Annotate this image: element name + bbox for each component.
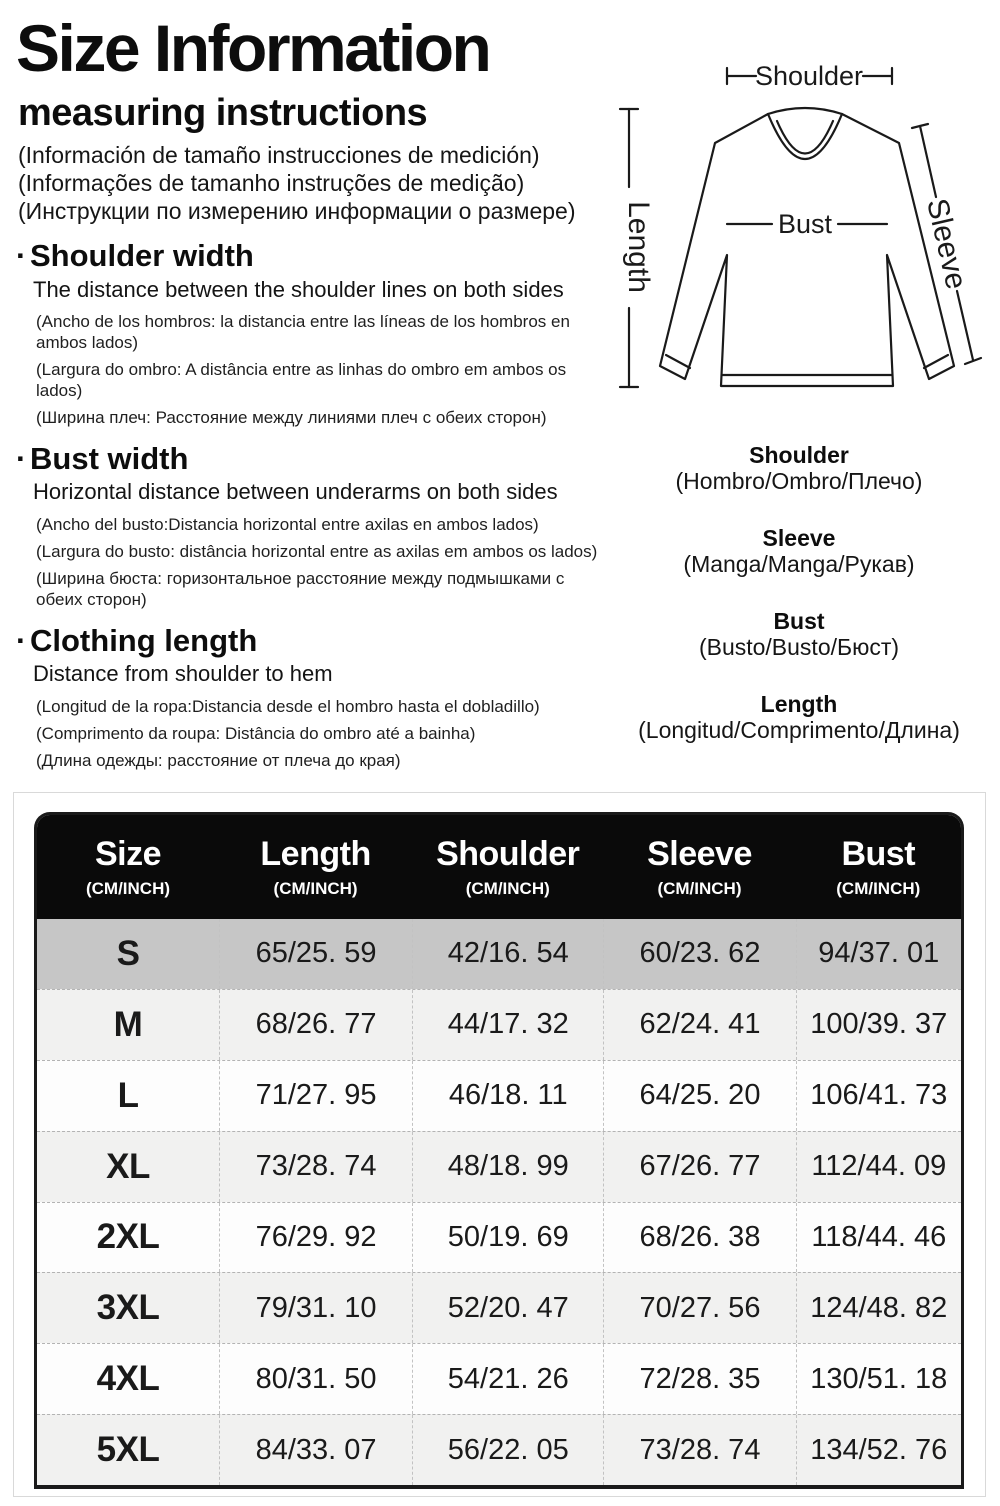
bust-cell: 134/52. 76 bbox=[796, 1415, 961, 1485]
shirt-outline bbox=[660, 114, 954, 386]
length-cell: 84/33. 07 bbox=[219, 1415, 412, 1485]
shoulder-cell: 54/21. 26 bbox=[412, 1344, 603, 1414]
sleeve-cell: 64/25. 20 bbox=[603, 1061, 795, 1131]
legend-term: Shoulder bbox=[749, 442, 849, 468]
subtitle-translation-ru: (Инструкции по измерению информации о размере) bbox=[18, 198, 576, 225]
bust-cell: 112/44. 09 bbox=[796, 1132, 961, 1202]
section-description: Horizontal distance between underarms on both sides bbox=[33, 479, 558, 505]
section-bust-width bbox=[16, 442, 606, 610]
section-note-es: (Ancho del busto:Distancia horizontal entre axilas en ambos lados) bbox=[36, 514, 539, 534]
table-row-m bbox=[37, 989, 961, 1060]
section-description: The distance between the shoulder lines on both sides bbox=[33, 276, 564, 302]
section-note-es: (Longitud de la ropa:Distancia desde el hombro hasta el dobladillo) bbox=[36, 696, 540, 716]
bust-measure-label: Bust bbox=[777, 209, 833, 239]
sleeve-cell: 60/23. 62 bbox=[603, 919, 795, 989]
shirt-back-neck bbox=[768, 108, 842, 114]
section-title bbox=[16, 624, 606, 657]
bullet: · bbox=[16, 440, 27, 476]
size-cell: 3XL bbox=[96, 1288, 160, 1328]
sleeve-cell: 67/26. 77 bbox=[603, 1132, 795, 1202]
legend-item-length bbox=[606, 691, 992, 743]
legend-item-bust bbox=[606, 608, 992, 660]
legend-translation: (Busto/Busto/Бюст) bbox=[698, 634, 900, 660]
sleeve-cell: 73/28. 74 bbox=[603, 1415, 795, 1485]
intro-block bbox=[16, 11, 606, 777]
section-notes bbox=[36, 696, 606, 771]
section-shoulder-width bbox=[16, 239, 606, 428]
bust-cell: 106/41. 73 bbox=[796, 1061, 961, 1131]
table-row-xl bbox=[37, 1131, 961, 1202]
sleeve-cell: 62/24. 41 bbox=[603, 990, 795, 1060]
section-title-text: Bust width bbox=[30, 440, 189, 476]
table-header bbox=[37, 815, 961, 919]
legend-item-shoulder bbox=[606, 442, 992, 494]
size-cell: S bbox=[116, 933, 140, 973]
shirt-diagram bbox=[606, 34, 992, 432]
column-label: Sleeve bbox=[647, 835, 752, 873]
sleeve-cell: 68/26. 38 bbox=[603, 1203, 795, 1273]
shoulder-cell: 46/18. 11 bbox=[412, 1061, 603, 1131]
diagram-legend bbox=[606, 432, 992, 774]
bust-cell: 130/51. 18 bbox=[796, 1344, 961, 1414]
length-cell: 76/29. 92 bbox=[219, 1203, 412, 1273]
size-cell: M bbox=[113, 1004, 143, 1044]
legend-translation: (Longitud/Comprimento/Длина) bbox=[638, 717, 960, 743]
shirt-neck-outer bbox=[768, 114, 842, 159]
section-clothing-length bbox=[16, 624, 606, 771]
length-cell: 80/31. 50 bbox=[219, 1344, 412, 1414]
shirt-neck-inner bbox=[777, 121, 833, 154]
column-label: Bust bbox=[841, 835, 916, 873]
section-description: Distance from shoulder to hem bbox=[33, 661, 333, 687]
table-row-l bbox=[37, 1060, 961, 1131]
table-body bbox=[37, 919, 961, 1485]
table-row-4xl bbox=[37, 1343, 961, 1414]
bust-cell: 124/48. 82 bbox=[796, 1273, 961, 1343]
shoulder-cell: 50/19. 69 bbox=[412, 1203, 603, 1273]
unit-label: (CM/INCH) bbox=[836, 879, 921, 898]
shoulder-cell: 56/22. 05 bbox=[412, 1415, 603, 1485]
column-header-length bbox=[219, 815, 412, 919]
section-note-pt: (Largura do ombro: A distância entre as linhas do ombro em ambos os lados) bbox=[36, 359, 567, 400]
unit-label: (CM/INCH) bbox=[465, 879, 550, 898]
legend-item-sleeve bbox=[606, 525, 992, 577]
length-cell: 68/26. 77 bbox=[219, 990, 412, 1060]
column-label: Length bbox=[260, 835, 371, 873]
sleeve-cell: 72/28. 35 bbox=[603, 1344, 795, 1414]
size-cell: 5XL bbox=[96, 1430, 160, 1470]
table-row-2xl bbox=[37, 1202, 961, 1273]
bust-cell: 118/44. 46 bbox=[796, 1203, 961, 1273]
unit-label: (CM/INCH) bbox=[273, 879, 358, 898]
section-title-text: Shoulder width bbox=[30, 238, 254, 274]
bullet: · bbox=[16, 622, 27, 658]
bullet: · bbox=[16, 238, 27, 274]
section-note-ru: (Длина одежды: расстояние от плеча до края) bbox=[36, 750, 401, 770]
column-header-bust bbox=[796, 815, 961, 919]
subtitle-translations bbox=[18, 141, 606, 225]
subtitle-translation-pt: (Informações de tamanho instruções de medição) bbox=[18, 170, 525, 197]
section-title bbox=[16, 442, 606, 475]
unit-label: (CM/INCH) bbox=[657, 879, 742, 898]
shoulder-cell: 48/18. 99 bbox=[412, 1132, 603, 1202]
section-title-text: Clothing length bbox=[30, 622, 258, 658]
size-table-panel bbox=[13, 792, 986, 1497]
page-title: Size Information bbox=[16, 11, 490, 85]
sleeve-measure-label: Sleeve bbox=[920, 195, 973, 293]
legend-translation: (Manga/Manga/Рукав) bbox=[683, 551, 915, 577]
section-note-ru: (Ширина плеч: Расстояние между линиями плеч с обеих сторон) bbox=[36, 407, 547, 427]
size-cell: 4XL bbox=[96, 1359, 160, 1399]
shoulder-measure-label: Shoulder bbox=[754, 61, 864, 91]
table-row-s bbox=[37, 919, 961, 989]
page-subtitle: measuring instructions bbox=[18, 92, 428, 135]
column-header-size bbox=[37, 815, 219, 919]
column-header-sleeve bbox=[603, 815, 795, 919]
size-cell: L bbox=[117, 1075, 139, 1115]
legend-term: Bust bbox=[773, 608, 825, 634]
section-note-pt: (Largura do busto: distância horizontal entre as axilas em ambos os lados) bbox=[36, 541, 598, 561]
shirt-cuff-right bbox=[924, 355, 948, 368]
legend-translation: (Hombro/Ombro/Плечо) bbox=[675, 468, 923, 494]
table-row-3xl bbox=[37, 1272, 961, 1343]
unit-label: (CM/INCH) bbox=[85, 879, 171, 898]
column-label: Size bbox=[94, 835, 162, 873]
bust-cell: 94/37. 01 bbox=[796, 919, 961, 989]
shoulder-cell: 42/16. 54 bbox=[412, 919, 603, 989]
column-label: Shoulder bbox=[436, 835, 580, 873]
length-cell: 79/31. 10 bbox=[219, 1273, 412, 1343]
legend-term: Sleeve bbox=[762, 525, 836, 551]
legend-term: Length bbox=[760, 691, 838, 717]
section-notes bbox=[36, 311, 606, 428]
section-note-ru: (Ширина бюста: горизонтальное расстояние между подмышками с обеих сторон) bbox=[36, 568, 565, 609]
size-cell: XL bbox=[106, 1146, 150, 1186]
sleeve-cell: 70/27. 56 bbox=[603, 1273, 795, 1343]
section-note-pt: (Comprimento da roupa: Distância do ombro até a bainha) bbox=[36, 723, 476, 743]
shoulder-cell: 44/17. 32 bbox=[412, 990, 603, 1060]
shirt-cuff-left bbox=[666, 355, 690, 368]
size-cell: 2XL bbox=[96, 1217, 160, 1257]
length-measure-label: Length bbox=[622, 201, 655, 293]
subtitle-translation-es: (Información de tamaño instrucciones de medición) bbox=[18, 142, 540, 169]
sleeve-measure-line-top bbox=[920, 126, 936, 197]
column-header-shoulder bbox=[412, 815, 603, 919]
length-cell: 73/28. 74 bbox=[219, 1132, 412, 1202]
table-row-5xl bbox=[37, 1414, 961, 1485]
length-cell: 71/27. 95 bbox=[219, 1061, 412, 1131]
section-note-es: (Ancho de los hombros: la distancia entre las líneas de los hombros en ambos lados) bbox=[36, 311, 570, 352]
length-cell: 65/25. 59 bbox=[219, 919, 412, 989]
section-title bbox=[16, 239, 606, 272]
size-table bbox=[34, 812, 964, 1489]
shoulder-cell: 52/20. 47 bbox=[412, 1273, 603, 1343]
bust-cell: 100/39. 37 bbox=[796, 990, 961, 1060]
section-notes bbox=[36, 514, 606, 610]
sleeve-measure-line-bottom bbox=[957, 291, 973, 360]
